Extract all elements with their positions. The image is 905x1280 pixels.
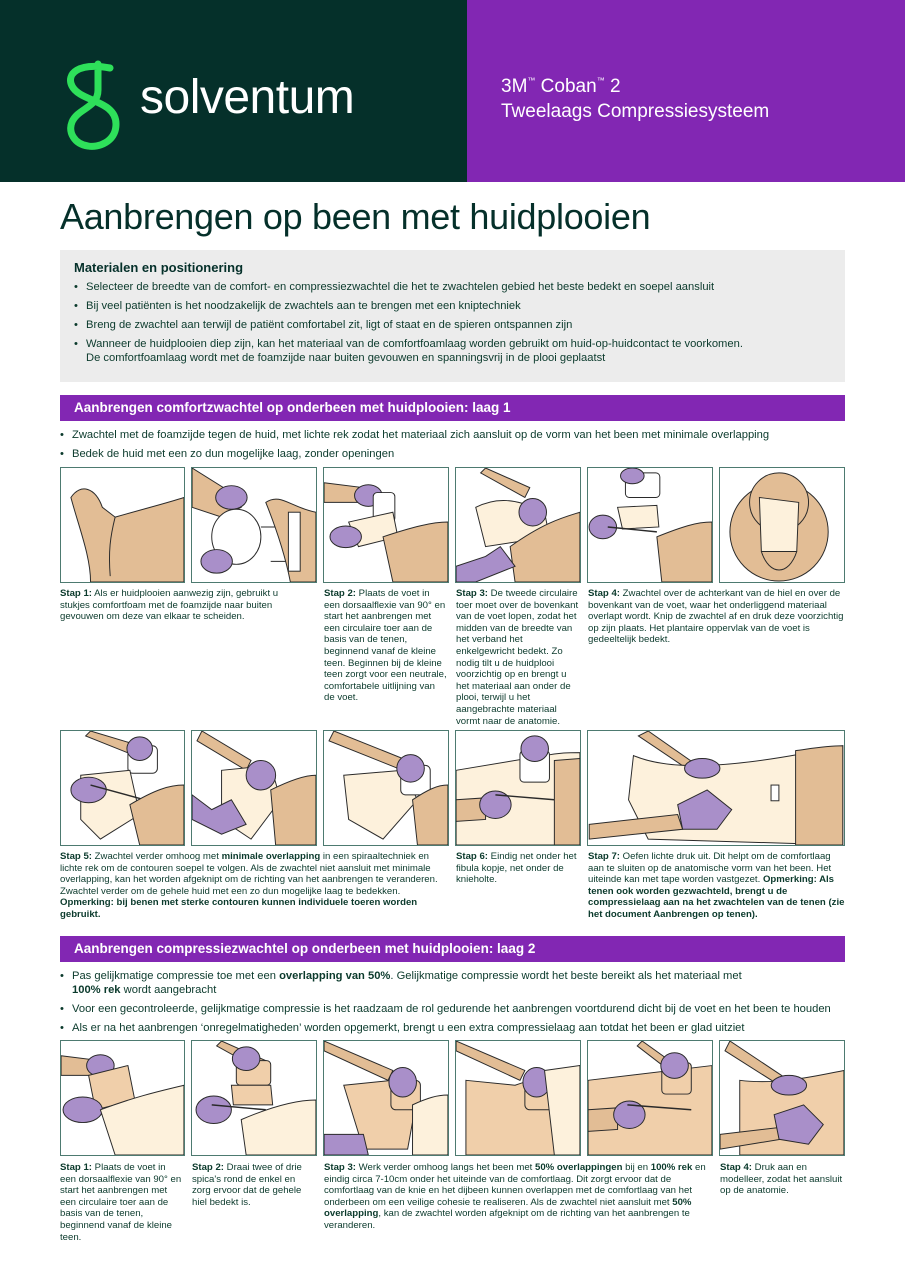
caption-l1-step4: Stap 4: Zwachtel over de achterkant van de hiel en over de bovenkant van de voet, waar het onderliggend materiaal overlapt wordt. Knip de zwachtel af en druk deze voorzichtig op zijn plaats. Het plantaire oppervlak van de voet is gedeeltelijk bedekt. bbox=[588, 588, 844, 646]
bandage-start-icon bbox=[324, 468, 448, 582]
document-header bbox=[0, 0, 905, 182]
list-item: • Als er na het aanbrengen ‘onregelmatigheden’ worden opgemerkt, brengt u een extra compressielaag aan totdat het been er glad uitziet bbox=[60, 1021, 880, 1035]
roll-up-leg-icon bbox=[456, 1041, 580, 1155]
list-item: • Pas gelijkmatige compressie toe met een overlapping van 50%. Gelijkmatige compressie wordt het beste bereikt als het materiaal met 100% rek wordt aangebracht bbox=[60, 969, 760, 997]
illustration-l2-step3c bbox=[587, 1040, 713, 1156]
illustration-l1-step4 bbox=[587, 467, 713, 583]
illustration-l2-step2 bbox=[191, 1040, 317, 1156]
caption-l1-step2: Stap 2: Plaats de voet in een dorsaalflexie van 90° en start het aanbrengen met een circulaire toer aan de basis van de tenen, beginnend vanaf de kleine teen. Beginnen bij de kleine teen zorgt voor een neutrale, comfortabele uitlijning van de voet. bbox=[324, 588, 447, 704]
foam-fold-icon bbox=[192, 468, 316, 582]
list-item: • Selecteer de breedte van de comfort- en compressiezwachtel die het te zwachtelen gebied het beste bedekt en soepel aansluit bbox=[74, 280, 831, 294]
list-item: • Wanneer de huidplooien diep zijn, kan het materiaal van de comfortfoamlaag worden gebruikt om huid-op-huidcontact te voorkomen. De comfortfoamlaag wordt met de foamzijde naar buiten gevouwen en spanningsvrij in de plooi geplaatst bbox=[74, 337, 831, 365]
caption-l1-step1: Stap 1: Als er huidplooien aanwezig zijn, gebruikt u stukjes comfortfoam met de foamzijde naar buiten gevouwen om deze van elkaar te scheiden. bbox=[60, 588, 279, 623]
illustration-l1-step2 bbox=[323, 467, 449, 583]
solventum-logo-icon bbox=[58, 60, 128, 150]
press-wrap-icon bbox=[192, 731, 316, 845]
illustration-l2-step3b bbox=[455, 1040, 581, 1156]
mould-leg-icon bbox=[720, 1041, 844, 1155]
materials-heading: Materialen en positionering bbox=[74, 260, 244, 275]
illustration-l2-step3a bbox=[323, 1040, 449, 1156]
illustration-l1-step5a bbox=[60, 730, 185, 846]
illustration-l2-step1 bbox=[60, 1040, 185, 1156]
illustration-l1-step6 bbox=[455, 730, 581, 846]
product-block bbox=[467, 0, 905, 182]
illustration-l1-step7 bbox=[587, 730, 845, 846]
illustration-l1-step4b bbox=[719, 467, 845, 583]
materials-box bbox=[60, 250, 845, 382]
product-subtitle: Tweelaags Compressiesysteem bbox=[501, 101, 770, 122]
plantar-foot-icon bbox=[720, 468, 844, 582]
press-leg-icon bbox=[588, 731, 844, 845]
compression-start-icon bbox=[61, 1041, 184, 1155]
roll-wrap-icon bbox=[324, 731, 448, 845]
section-heading-layer2: Aanbrengen compressiezwachtel op onderbeen met huidplooien: laag 2 bbox=[60, 936, 845, 962]
bandage-cut-icon bbox=[588, 468, 712, 582]
list-item: • Bij veel patiënten is het noodzakelijk de zwachtels aan te brengen met een kniptechniek bbox=[74, 299, 831, 313]
caption-l1-step5: Stap 5: Zwachtel verder omhoog met minimale overlapping in een spiraaltechniek en lichte rek om de contouren soepel te volgen. Als de zwachtel niet aansluit met minimale overlapping, kan het worden afgeknipt om de richting van het aanbrengen te veranderen. Zwachtel verder om de gehele huid met een zo dun mogelijke laag te bedekken. Opmerking: bij benen met sterke contouren kunnen individuele toeren worden gebruikt. bbox=[60, 851, 438, 920]
caption-l2-step1: Stap 1: Plaats de voet in een dorsaalflexie van 90° en start het aanbrengen met een circulaire toer aan de basis van de tenen, beginnend vanaf de kleine teen. bbox=[60, 1162, 182, 1243]
list-item: • Zwachtel met de foamzijde tegen de huid, met lichte rek zodat het materiaal zich aansluit op de vorm van het been met minimale overlapping bbox=[60, 428, 880, 442]
overlap-wrap-icon bbox=[324, 1041, 448, 1155]
layer2-bullets bbox=[60, 969, 880, 1040]
illustration-l1-step5c bbox=[323, 730, 449, 846]
section-heading-layer1: Aanbrengen comfortzwachtel op onderbeen met huidplooien: laag 1 bbox=[60, 395, 845, 421]
brand-wordmark: solventum bbox=[140, 71, 355, 124]
illustration-l2-step4 bbox=[719, 1040, 845, 1156]
caption-l1-step3: Stap 3: De tweede circulaire toer moet over de bovenkant van de voet lopen, zodat het midden van de breedte van het verband het enkelgewricht bedekt. Zo nodig tilt u de huidplooi voorzichtig op en brengt u het materiaal aan onder de plooi, terwijl u het aangebrachte materiaal vormt naar de anatomie. bbox=[456, 588, 579, 727]
bandage-ankle-icon bbox=[456, 468, 580, 582]
illustration-l1-step3 bbox=[455, 467, 581, 583]
spica-wrap-icon bbox=[192, 1041, 316, 1155]
caption-l2-step3: Stap 3: Werk verder omhoog langs het been met 50% overlappingen bij en 100% rek en eindig circa 7-10cm onder het uiteinde van de comfortlaag. Dit zorgt ervoor dat de comfortlaag van de knie en het dijbeen kunnen overlappen met de comfortlaag van het onderbeen om een veilige cohesie te realiseren. Als de zwachtel niet aansluit met 50% overlapping, kan de zwachtel worden afgeknipt om de richting van het aanbrengen te veranderen. bbox=[324, 1162, 706, 1231]
spiral-wrap-icon bbox=[61, 731, 184, 845]
finish-knee-icon bbox=[456, 731, 580, 845]
caption-l1-step7: Stap 7: Oefen lichte druk uit. Dit helpt om de comfortlaag aan te sluiten op de anatomische vorm van het been. Het uiteinde kan met tape worden vastgezet. Opmerking: Als tenen ook worden gezwachteld, brengt u de compressielaag aan na het zwachtelen van de tenen (zie het document Aanbrengen op tenen). bbox=[588, 851, 845, 920]
list-item: • Breng de zwachtel aan terwijl de patiënt comfortabel zit, ligt of staat en de spieren ontspannen zijn bbox=[74, 318, 831, 332]
foot-skinfold-icon bbox=[61, 468, 184, 582]
illustration-l1-step1b bbox=[191, 467, 317, 583]
caption-l2-step4: Stap 4: Druk aan en modelleer, zodat het aansluit op de anatomie. bbox=[720, 1162, 843, 1197]
page-title: Aanbrengen op been met huidplooien bbox=[60, 196, 651, 237]
caption-l1-step6: Stap 6: Eindig net onder het fibula kopje, net onder de knieholte. bbox=[456, 851, 577, 886]
layer1-bullets bbox=[60, 428, 880, 466]
cut-compression-icon bbox=[588, 1041, 712, 1155]
product-name: 3M™ Coban™ 2 bbox=[501, 76, 621, 97]
illustration-l1-step1 bbox=[60, 467, 185, 583]
caption-l2-step2: Stap 2: Draai twee of drie spica's rond de enkel en zorg ervoor dat de gehele hiel bedekt is. bbox=[192, 1162, 302, 1208]
list-item: • Voor een gecontroleerde, gelijkmatige compressie is het raadzaam de rol gedurende het aanbrengen voortdurend dicht bij de voet en het been te houden bbox=[60, 1002, 880, 1016]
materials-list bbox=[74, 280, 831, 365]
illustration-l1-step5b bbox=[191, 730, 317, 846]
list-item: • Bedek de huid met een zo dun mogelijke laag, zonder openingen bbox=[60, 447, 880, 461]
brand-block bbox=[0, 0, 467, 182]
